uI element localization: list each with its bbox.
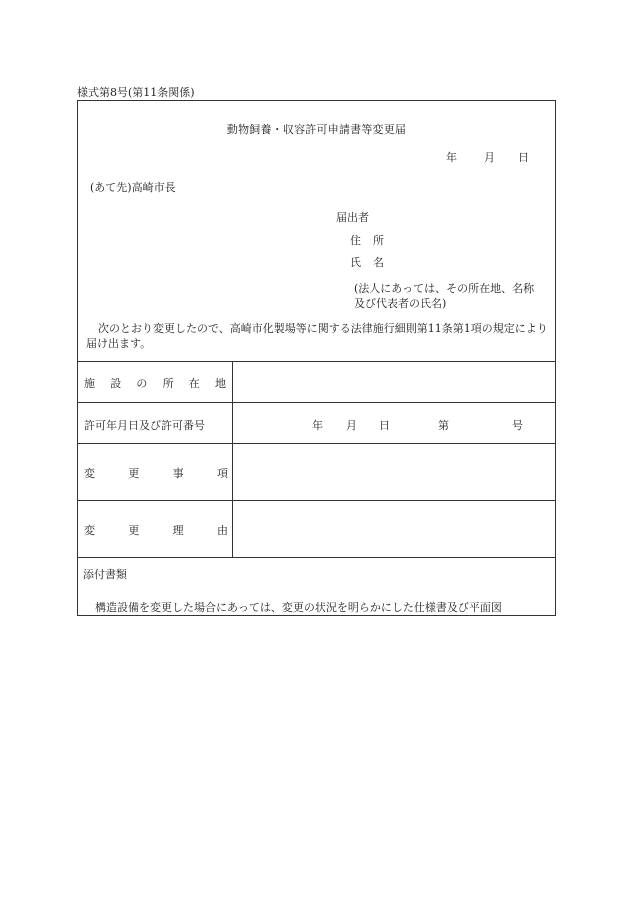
corporate-note-line2: 及び代表者の氏名) (354, 297, 447, 310)
declaration-text: 次のとおり変更したので、高崎市化製場等に関する法律施行細則第11条第1項の規定により届け出ます。 (86, 322, 548, 350)
form-number: 様式第8号(第11条関係) (77, 86, 195, 99)
table-top-rule (78, 361, 555, 362)
change-items-label: 変 更 事 項 (84, 467, 228, 480)
permit-year: 年 (312, 419, 323, 432)
table-bottom-rule (78, 557, 555, 558)
facility-location-field[interactable] (238, 367, 548, 397)
table-column-divider (232, 361, 233, 557)
permit-no-prefix: 第 (438, 419, 449, 432)
change-reason-label: 変 更 理 由 (84, 524, 228, 537)
permit-label: 許可年月日及び許可番号 (84, 419, 205, 432)
permit-day: 日 (379, 419, 390, 432)
attachments-text: 構造設備を変更した場合にあっては、変更の状況を明らかにした仕様書及び平面図 (95, 601, 502, 614)
form-frame (77, 100, 556, 616)
change-reason-field[interactable] (238, 506, 548, 552)
permit-no-suffix: 号 (512, 419, 523, 432)
name-label: 氏 名 (350, 256, 384, 269)
date-month: 月 (484, 151, 495, 164)
date-day: 日 (518, 151, 529, 164)
table-rule (78, 402, 555, 403)
addressee: (あて先)高崎市長 (90, 181, 176, 194)
permit-month: 月 (346, 419, 357, 432)
table-rule (78, 443, 555, 444)
address-label: 住 所 (350, 234, 384, 247)
notifier-label: 届出者 (336, 211, 369, 224)
corporate-note-line1: (法人にあっては、その所在地、名称 (354, 282, 535, 295)
date-year: 年 (446, 151, 457, 164)
form-title: 動物飼養・収容許可申請書等変更届 (226, 123, 407, 136)
facility-location-label: 施 設 の 所 在 地 (84, 377, 226, 390)
table-rule (78, 500, 555, 501)
change-items-field[interactable] (238, 449, 548, 495)
attachments-title: 添付書類 (83, 568, 127, 581)
